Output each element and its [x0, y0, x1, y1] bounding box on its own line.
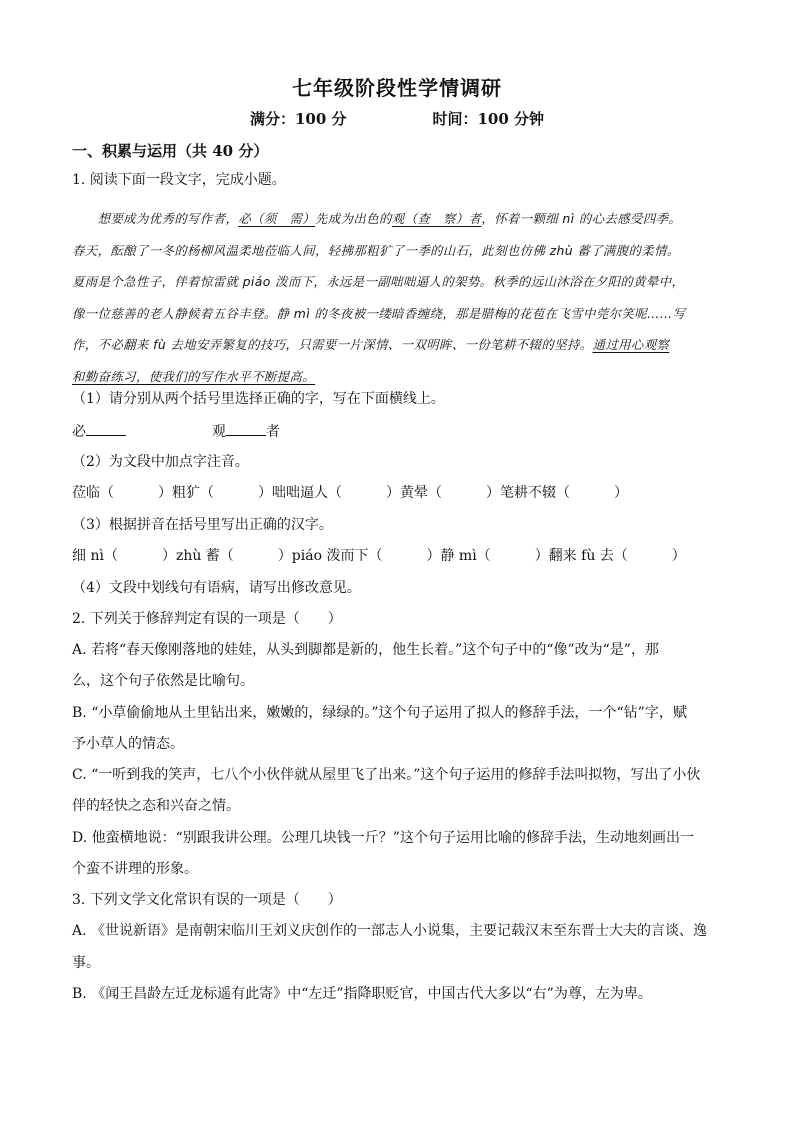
- passage-line: 作，不必翻来 fù 去地安弄繁复的技巧，只需要一片深情、一双明眸、一份笔耕不辍的坚持。通过用心观察: [72, 337, 670, 353]
- q2-option-c: C. “一听到我的笑声，七八个小伙伴就从屋里飞了出来。”这个句子运用的修辞手法叫拟物，写出了小伙: [72, 767, 701, 783]
- passage-line: 春天，酝酿了一冬的杨柳风温柔地莅临人间，轻拂那粗犷了一季的山石，此刻也仿佛 zhù 蓄了满腹的柔情。: [72, 242, 680, 258]
- answer-blank[interactable]: [226, 421, 266, 436]
- q2-option-d-cont: 个蛮不讲理的形象。: [72, 861, 198, 877]
- q3-option-b: B. 《闻王昌龄左迁龙标遥有此寄》中“左迁”指降职贬官，中国古代大多以“右”为尊，左为卑。: [72, 986, 652, 1002]
- subquestion-3: （3）根据拼音在括号里写出正确的汉字。: [72, 517, 333, 533]
- question-2-stem: 2. 下列关于修辞判定有误的一项是（ ）: [72, 611, 342, 627]
- underlined-sentence: 通过用心观察: [592, 337, 670, 353]
- question-3-stem: 3. 下列文学文化常识有误的一项是（ ）: [72, 892, 342, 908]
- choice-guan: 观（查 察）者: [391, 211, 482, 226]
- q3-option-a: A. 《世说新语》是南朝宋临川王刘义庆创作的一部志人小说集，主要记载汉末至东晋士大夫的言谈、逸: [72, 923, 708, 939]
- answer-blank[interactable]: [86, 421, 126, 436]
- reading-passage: [72, 203, 732, 393]
- choice-bi: 必（须 需）: [238, 211, 316, 226]
- passage-line: 像一位慈善的老人静候着五谷丰登。静 mì 的冬夜被一缕暗香缠绕，那是腊梅的花苞在飞雪中莞尔笑呢……写: [72, 305, 686, 321]
- q2-option-b: B. “小草偷偷地从土里钻出来，嫩嫩的，绿绿的。”这个句子运用了拟人的修辞手法，一个“钻”字，赋: [72, 705, 687, 721]
- section-heading: 一、积累与运用（共 40 分）: [72, 142, 269, 160]
- subquestion-2-items: 莅临（ ）粗犷（ ）咄咄逼人（ ）黄晕（ ）笔耕不辍（ ）: [72, 485, 628, 501]
- q3-option-a-cont: 事。: [72, 955, 100, 971]
- subquestion-4: （4）文段中划线句有语病，请写出修改意见。: [72, 580, 361, 596]
- passage-line: 想要成为优秀的写作者，必（须 需）先成为出色的观（查 察）者，怀着一颗细 nì 的心去感受四季。: [97, 211, 682, 226]
- subquestion-2: （2）为文段中加点字注音。: [72, 454, 249, 470]
- full-score: 满分：100 分: [249, 110, 347, 128]
- question-1-stem: 1. 阅读下面一段文字，完成小题。: [72, 172, 286, 188]
- subquestion-3-items: 细 nì（ ）zhù 蓄（ ）piáo 泼而下（ ）静 mì（ ）翻来 fù 去（ ）: [72, 548, 686, 564]
- q2-option-d: D. 他蛮横地说：“别跟我讲公理。公理几块钱一斤？”这个句子运用比喻的修辞手法，生动地刻画出一: [72, 830, 694, 846]
- q2-option-a: A. 若将“春天像刚落地的娃娃，从头到脚都是新的，他生长着。”这个句子中的“像”改为“是”，那: [72, 642, 659, 658]
- exam-meta: [0, 108, 794, 129]
- exam-time: 时间：100 分钟: [432, 110, 545, 128]
- q2-option-b-cont: 予小草人的情态。: [72, 736, 184, 752]
- page-title: 七年级阶段性学情调研: [292, 76, 502, 100]
- q2-option-a-cont: 么，这个句子依然是比喻句。: [72, 673, 254, 689]
- passage-line: 和勤奋练习，使我们的写作水平不断提高。: [72, 368, 316, 384]
- subquestion-1-blanks: 必 观 者: [72, 421, 724, 442]
- q2-option-c-cont: 伴的轻快之态和兴奋之情。: [72, 798, 240, 814]
- passage-line: 夏雨是个急性子，伴着惊雷就 piáo 泼而下，永远是一副咄咄逼人的架势。秋季的远山沐浴在夕阳的黄晕中，: [72, 274, 685, 290]
- subquestion-1: （1）请分别从两个括号里选择正确的字，写在下面横线上。: [72, 391, 445, 407]
